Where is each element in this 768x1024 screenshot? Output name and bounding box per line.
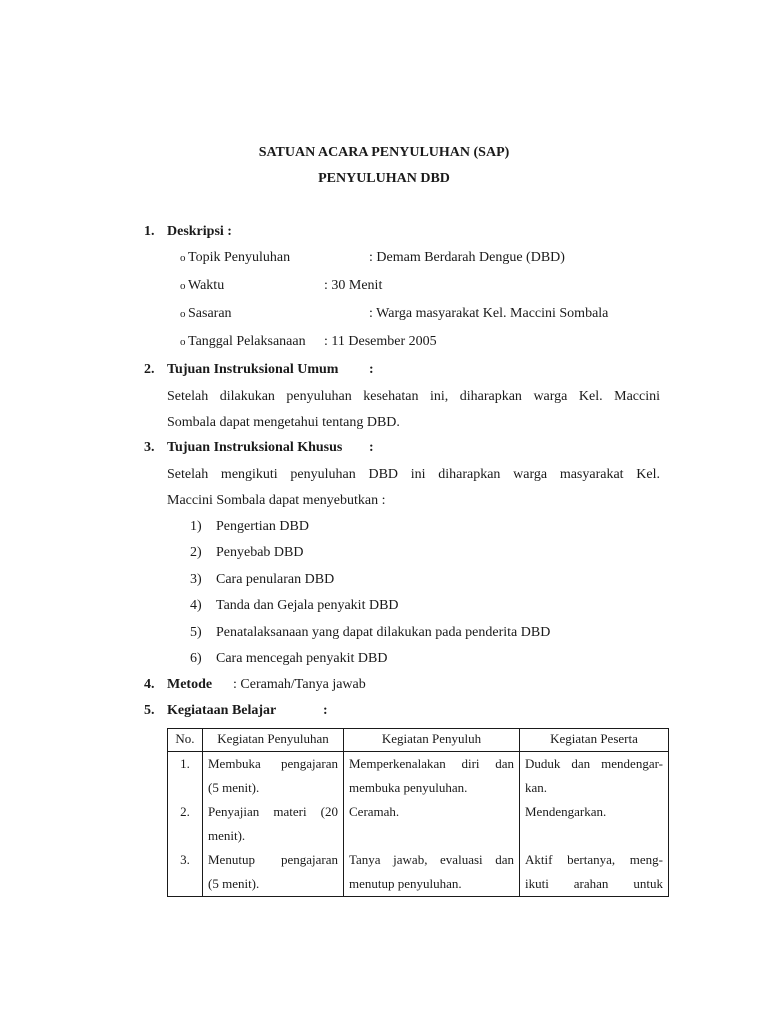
list-item [190, 625, 550, 641]
cell-kegiatan-peserta [520, 752, 669, 897]
activities-table [167, 728, 669, 897]
description-value-topik: : Demam Berdarah Dengue (DBD) [369, 250, 565, 265]
cell-line: Mendengarkan. [525, 804, 607, 819]
column-header-no: No. [168, 729, 203, 752]
description-item-tanggal [180, 334, 306, 350]
description-item-waktu [180, 278, 224, 294]
cell-line: kan. [525, 780, 548, 795]
list-text: Cara mencegah penyakit DBD [216, 651, 388, 666]
section-3-title: Tujuan Instruksional Khusus [167, 440, 343, 455]
section-2-number: 2. [144, 362, 155, 377]
section-3-heading [144, 440, 342, 456]
row-number: 2. [180, 804, 190, 819]
list-text: Penatalaksanaan yang dapat dilakukan pada penderita DBD [216, 625, 551, 640]
item-label: Sasaran [188, 306, 232, 321]
cell-line: menit). [208, 828, 246, 843]
list-text: Cara penularan DBD [216, 572, 335, 587]
item-label: Topik Penyuluhan [188, 250, 291, 265]
cell-line [525, 824, 663, 848]
list-number: 3) [190, 572, 202, 587]
section-2-heading [144, 362, 338, 378]
column-header-kegiatan-peserta: Kegiatan Peserta [520, 729, 669, 752]
list-item [190, 519, 309, 535]
list-item [190, 598, 399, 614]
paragraph-line: Maccini Sombala dapat menyebutkan : [167, 493, 386, 508]
section-5-number: 5. [144, 703, 155, 718]
cell-no [168, 752, 203, 897]
document-subtitle: PENYULUHAN DBD [318, 171, 450, 186]
list-number: 5) [190, 625, 202, 640]
list-number: 2) [190, 545, 202, 560]
section-3-number: 3. [144, 440, 155, 455]
paragraph-line: Setelah mengikuti penyuluhan DBD ini diharapkan warga masyarakat Kel. [167, 467, 660, 482]
list-number: 6) [190, 651, 202, 666]
bullet-icon: o [180, 280, 186, 292]
list-text: Penyebab DBD [216, 545, 304, 560]
cell-line: Tanya jawab, evaluasi dan [349, 852, 514, 867]
bullet-icon: o [180, 308, 186, 320]
cell-kegiatan-penyuluhan [203, 752, 344, 897]
section-5-title: Kegiataan Belajar [167, 703, 277, 718]
section-1-number: 1. [144, 224, 155, 239]
cell-line: ikuti arahan untuk [525, 876, 663, 891]
cell-line: Membuka pengajaran [208, 756, 338, 771]
section-4-value: : Ceramah/Tanya jawab [233, 677, 366, 692]
section-1-heading [144, 224, 232, 240]
cell-line: (5 menit). [208, 780, 260, 795]
paragraph-line: Sombala dapat mengetahui tentang DBD. [167, 415, 400, 430]
description-value-waktu: : 30 Menit [324, 278, 383, 293]
section-3-colon: : [369, 440, 374, 455]
cell-line [349, 824, 514, 848]
item-label: Tanggal Pelaksanaan [188, 334, 306, 349]
bullet-icon: o [180, 336, 186, 348]
section-2-paragraph [167, 384, 660, 436]
section-5-colon: : [323, 703, 328, 718]
section-2-colon: : [369, 362, 374, 377]
document-title: SATUAN ACARA PENYULUHAN (SAP) [258, 145, 510, 160]
list-text: Tanda dan Gejala penyakit DBD [216, 598, 399, 613]
column-header-kegiatan-penyuluhan: Kegiatan Penyuluhan [203, 729, 344, 752]
list-text: Pengertian DBD [216, 519, 309, 534]
section-5-heading [144, 703, 276, 719]
section-4-heading [144, 677, 212, 693]
table-header-row [168, 729, 669, 752]
row-number: 3. [180, 852, 190, 867]
row-number: 1. [180, 756, 190, 771]
description-item-topik [180, 250, 290, 266]
cell-line: Penyajian materi (20 [208, 804, 338, 819]
section-3-paragraph [167, 462, 660, 514]
cell-line: menutup penyuluhan. [349, 876, 462, 891]
cell-line: Aktif bertanya, meng- [525, 852, 663, 867]
item-label: Waktu [188, 278, 225, 293]
section-4-title: Metode [167, 677, 213, 692]
description-value-tanggal: : 11 Desember 2005 [324, 334, 437, 349]
bullet-icon: o [180, 252, 186, 264]
list-item [190, 545, 304, 561]
paragraph-line: Setelah dilakukan penyuluhan kesehatan ini, diharapkan warga Kel. Maccini [167, 389, 660, 404]
cell-line: Menutup pengajaran [208, 852, 338, 867]
cell-line: Memperkenalakan diri dan [349, 756, 514, 771]
cell-line: (5 menit). [208, 876, 260, 891]
description-item-sasaran [180, 306, 232, 322]
list-number: 4) [190, 598, 202, 613]
cell-line: membuka penyuluhan. [349, 780, 468, 795]
list-number: 1) [190, 519, 202, 534]
description-value-sasaran: : Warga masyarakat Kel. Maccini Sombala [369, 306, 609, 321]
cell-kegiatan-penyuluh [344, 752, 520, 897]
section-4-number: 4. [144, 677, 155, 692]
cell-line: Ceramah. [349, 804, 400, 819]
section-2-title: Tujuan Instruksional Umum [167, 362, 339, 377]
section-1-title: Deskripsi : [167, 224, 232, 239]
list-item [190, 651, 387, 667]
list-item [190, 572, 334, 588]
cell-line: Duduk dan mendengar- [525, 756, 663, 771]
column-header-kegiatan-penyuluh: Kegiatan Penyuluh [344, 729, 520, 752]
